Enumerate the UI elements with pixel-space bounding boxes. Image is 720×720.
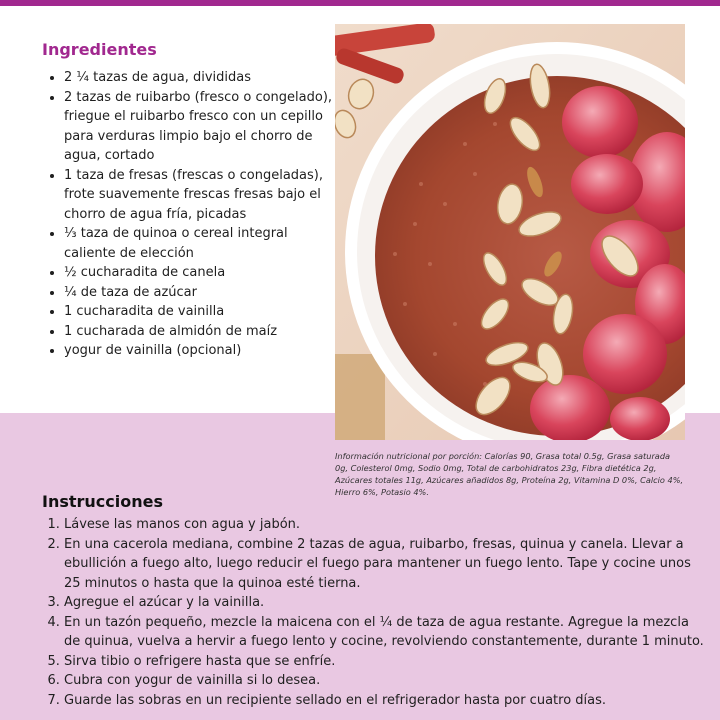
ingredient-item: • ½ cucharadita de canela [64,263,336,283]
ingredient-item: • 1 cucharada de almidón de maíz [64,322,336,342]
instructions-list [64,515,704,710]
instruction-step: 7. Guarde las sobras en un recipiente sellado en el refrigerador hasta por cuatro días. [64,691,704,711]
recipe-photo [335,24,685,440]
ingredient-item: • 2 tazas de ruibarbo (fresco o congelado), friegue el ruibarbo fresco con un cepillo para verduras limpio bajo el chorro de agua, cortado [64,88,336,166]
ingredient-item: • 1 cucharadita de vainilla [64,302,336,322]
instruction-step: 4. En un tazón pequeño, mezcle la maicena con el ¼ de taza de agua restante. Agregue la mezcla de quinua, vuelva a hervir a fuego lento y cocine, revolviendo constantemente, durante 1 minuto. [64,613,704,652]
nutrition-info: Información nutricional por porción: Calorías 90, Grasa total 0.5g, Grasa saturada 0g, Colesterol 0mg, Sodio 0mg, Total de carbohidratos 23g, Fibra dietética 2g, Azúcares totales 11g, Azúcares añadidos 8g, Proteína 2g, Vitamina D 0%, Calcio 4%, Hierro 6%, Potasio 4%. [335,451,684,497]
quinoa-bowl-illustration [335,24,685,440]
instruction-step: 5. Sirva tibio o refrigere hasta que se enfríe. [64,652,704,672]
ingredient-item: • ¼ de taza de azúcar [64,283,336,303]
ingredients-list [46,68,336,361]
ingredient-item: • 1 taza de fresas (frescas o congeladas), frote suavemente frescas fresas bajo el chorro de agua fría, picadas [64,166,336,225]
instruction-step: 2. En una cacerola mediana, combine 2 tazas de agua, ruibarbo, fresas, quinua y canela. Llevar a ebullición a fuego alto, luego reducir el fuego para mantener un fuego lento. Tape y cocine unos 25 minutos o hasta que la quinoa esté tierna. [64,535,704,594]
instruction-step: 1. Lávese las manos con agua y jabón. [64,515,704,535]
ingredient-item: • yogur de vainilla (opcional) [64,341,336,361]
ingredients-heading: Ingredientes [42,40,157,59]
instruction-step: 3. Agregue el azúcar y la vainilla. [64,593,704,613]
top-accent-bar [0,0,720,6]
ingredient-item: • ⅓ taza de quinoa o cereal integral caliente de elección [64,224,336,263]
instructions-heading: Instrucciones [42,492,164,511]
ingredient-item: • 2 ¼ tazas de agua, divididas [64,68,336,88]
instruction-step: 6. Cubra con yogur de vainilla si lo desea. [64,671,704,691]
